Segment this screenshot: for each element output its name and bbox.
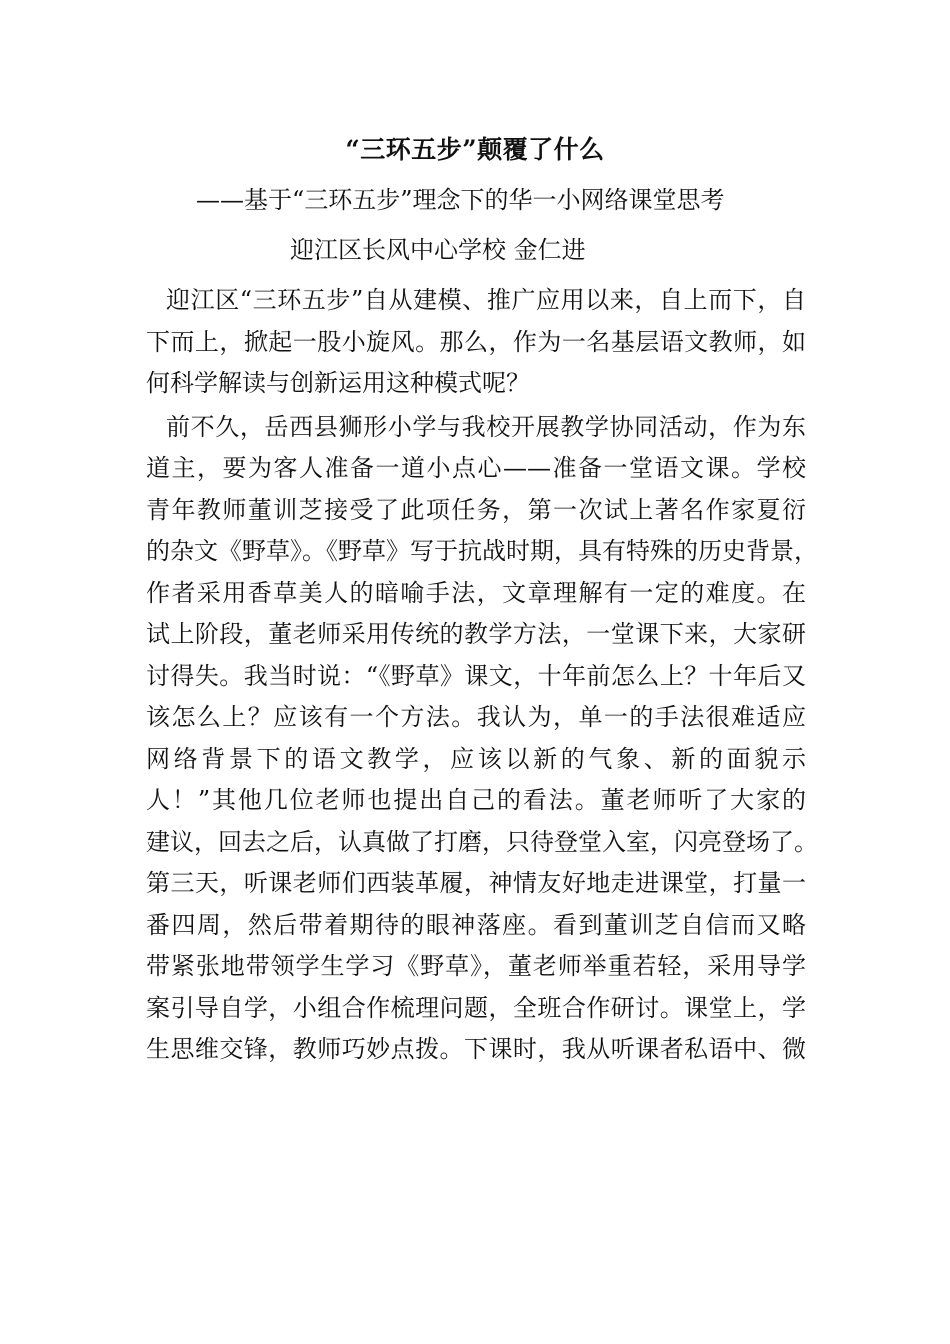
body-text — [146, 280, 818, 1071]
document-subtitle: ——基于“三环五步”理念下的华一小网络课堂思考 — [196, 186, 725, 214]
text-line: 带紧张地带领学生学习《野草》，董老师举重若轻，采用导学 — [146, 952, 806, 980]
paragraph — [146, 280, 806, 405]
text-line: 作者采用香草美人的暗喻手法，文章理解有一定的难度。在 — [146, 578, 806, 607]
text-line: 迎江区“三环五步”自从建模、推广应用以来，自上而下，自 — [166, 286, 806, 314]
text-line: 的杂文《野草》。《野草》写于抗战时期，具有特殊的历史背景， — [146, 537, 818, 565]
text-line: 道主，要为客人准备一道小点心——准备一堂语文课。学校 — [146, 454, 806, 482]
author-line: 迎江区长风中心学校 金仁进 — [290, 236, 586, 264]
text-line: 讨得失。我当时说：“《野草》课文，十年前怎么上？十年后又 — [146, 661, 806, 690]
text-line: 青年教师董训芝接受了此项任务，第一次试上著名作家夏衍 — [146, 495, 806, 524]
text-line: 该怎么上？应该有一个方法。我认为，单一的手法很难适应 — [146, 703, 806, 731]
text-line: 番四周，然后带着期待的眼神落座。看到董训芝自信而又略 — [146, 910, 806, 939]
text-line: 下而上，掀起一股小旋风。那么，作为一名基层语文教师，如 — [146, 327, 806, 356]
text-line: 人！”其他几位老师也提出自己的看法。董老师听了大家的 — [146, 786, 806, 814]
document-title: “三环五步”颠覆了什么 — [345, 135, 605, 164]
text-line: 案引导自学，小组合作梳理问题，全班合作研讨。课堂上，学 — [146, 993, 806, 1022]
text-line: 生思维交锋，教师巧妙点拨。下课时，我从听课者私语中、微 — [146, 1035, 806, 1063]
text-line: 何科学解读与创新运用这种模式呢？ — [146, 369, 530, 397]
text-line: 前不久，岳西县狮形小学与我校开展教学协同活动，作为东 — [166, 412, 806, 441]
text-line: 第三天，听课老师们西装革履，神情友好地走进课堂，打量一 — [146, 869, 806, 897]
text-line: 建议，回去之后，认真做了打磨，只待登堂入室，闪亮登场了。 — [146, 827, 818, 856]
text-line: 网络背景下的语文教学，应该以新的气象、新的面貌示 — [146, 744, 806, 773]
paragraph — [146, 407, 818, 1071]
text-line: 试上阶段，董老师采用传统的教学方法，一堂课下来，大家研 — [146, 620, 806, 648]
